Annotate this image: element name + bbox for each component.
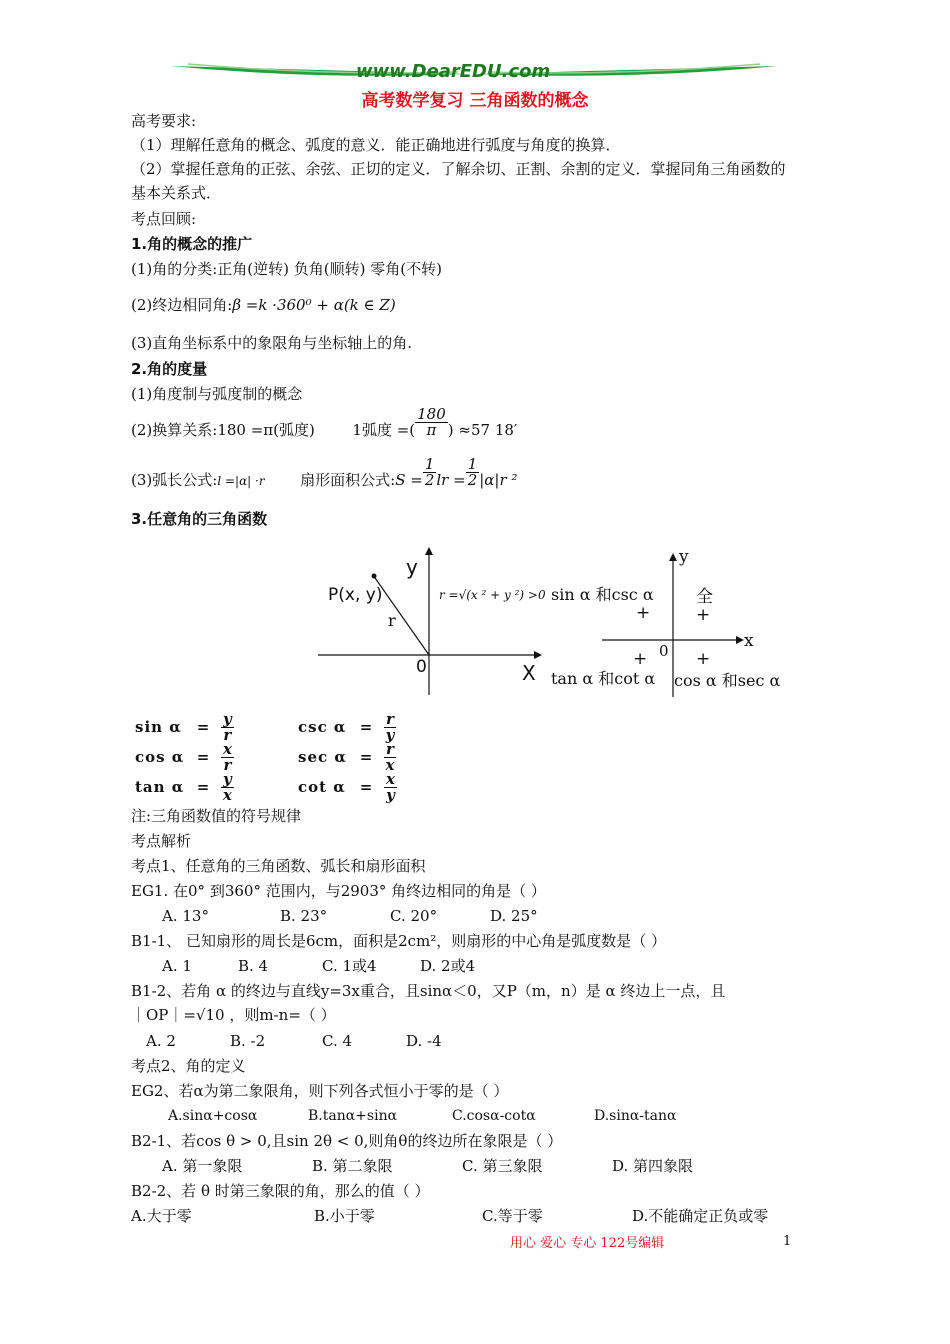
fig1-x-label: X — [522, 661, 536, 685]
radian-formula-a: 1弧度 =( — [352, 421, 416, 439]
quadrant-1-all: 全 — [696, 587, 713, 607]
b11-option-c: C. 1或4 — [322, 957, 377, 975]
requirement-1: （1）理解任意角的概念、弧度的意义．能正确地进行弧度与角度的换算． — [131, 136, 621, 154]
cos-name: cos α — [135, 747, 185, 766]
b21-options — [162, 1156, 693, 1176]
sector-area-s: S = — [395, 471, 423, 489]
section-3-title: 3.任意角的三角函数 — [131, 510, 268, 528]
fig2-origin-label: 0 — [659, 642, 669, 660]
requirement-2a: （2）掌握任意角的正弦、余弦、正切的定义．了解余切、正割、余割的定义．掌握同角三角函数的 — [131, 160, 786, 178]
def-sin: sin α = $\frac{y}{r}$ — [135, 710, 232, 744]
eg2-option-d: D.sinα-tanα — [594, 1108, 677, 1124]
csc-num: r — [386, 710, 394, 728]
b21-option-c: C. 第三象限 — [462, 1157, 543, 1175]
sec-num: r — [386, 740, 394, 758]
b22-option-b: B.小于零 — [314, 1207, 375, 1225]
eg1-option-b: B. 23° — [280, 907, 328, 925]
arc-length-label: (3)弧长公式: — [131, 471, 218, 489]
b21-option-a: A. 第一象限 — [162, 1157, 243, 1175]
half-num-2: 1 — [467, 454, 478, 473]
sin-name: sin α — [135, 717, 182, 736]
page-title: 高考数学复习 三角函数的概念 — [361, 91, 589, 111]
cot-den: y — [386, 786, 395, 804]
b11-option-d: D. 2或4 — [420, 957, 476, 975]
radian-denominator: π — [426, 420, 437, 439]
eg2-question: EG2、若α为第二象限角，则下列各式恒小于零的是（ ） — [131, 1082, 509, 1100]
site-logo-text: www.DearEDU.com — [356, 61, 551, 82]
b12-option-c: C. 4 — [322, 1032, 353, 1050]
b12-question-b: ｜OP｜=√10 ，则m-n=（ ） — [131, 1006, 336, 1024]
page-number: 1 — [783, 1234, 792, 1249]
eg1-option-a: A. 13° — [162, 907, 209, 925]
quadrant-4-functions: cos α 和sec α — [674, 671, 781, 690]
b11-option-b: B. 4 — [238, 957, 269, 975]
sec-name: sec α — [298, 747, 347, 766]
sec-den: x — [385, 756, 395, 774]
fig2-y-label: y — [679, 547, 689, 567]
tan-name: tan α — [135, 777, 185, 796]
b22-option-d: D.不能确定正负或零 — [632, 1207, 769, 1225]
section-1-title: 1.角的概念的推广 — [131, 235, 253, 253]
fig2-x-label: x — [744, 631, 754, 651]
def-cot: cot α = $\frac{x}{y}$ — [298, 770, 395, 804]
quadrant-2-functions: sin α 和csc α — [551, 585, 654, 604]
sector-area-lr: lr = — [436, 471, 466, 489]
def-sec: sec α = $\frac{r}{x}$ — [298, 740, 395, 774]
s2-line-2-label: (2)换算关系: — [131, 421, 218, 439]
s2-line-3 — [131, 454, 518, 491]
b22-options — [131, 1206, 768, 1226]
fig1-r-label: r — [388, 611, 396, 630]
b12-option-b: B. -2 — [230, 1032, 266, 1050]
b12-options — [146, 1031, 442, 1051]
requirement-2b: 基本关系式． — [131, 184, 222, 202]
topic-2-heading: 考点2、角的定义 — [131, 1057, 246, 1075]
cot-num: x — [386, 770, 395, 788]
tan-den: x — [222, 786, 232, 804]
radian-formula-b: ) ≈57 18′ — [447, 421, 518, 439]
s1-line-3: (3)直角坐标系中的象限角与坐标轴上的角. — [131, 334, 413, 352]
eg1-options — [162, 906, 538, 926]
b12-question-a: B1-2、若角 α 的终边与直线y=3x重合，且sinα＜0，又P（m，n）是 α 终边上一点，且 — [131, 982, 726, 1000]
s2-line-1: (1)角度制与弧度制的概念 — [131, 385, 303, 403]
s1-line-1: (1)角的分类:正角(逆转) 负角(顺转) 零角(不转) — [131, 260, 442, 278]
quadrant-3-plus: + — [633, 649, 648, 669]
csc-den: y — [385, 726, 395, 744]
conversion-formula: 180 =π(弧度) — [217, 421, 315, 439]
review-heading: 考点回顾: — [131, 210, 197, 228]
def-csc: csc α = $\frac{r}{y}$ — [298, 710, 395, 744]
quadrant-4-plus: + — [696, 649, 711, 669]
sin-den: r — [223, 726, 232, 744]
unit-definition-figure — [310, 545, 550, 700]
csc-name: csc α — [298, 717, 347, 736]
eg2-options — [168, 1106, 676, 1126]
figure-1-axes — [310, 545, 550, 700]
s1-line-2 — [131, 295, 396, 315]
b22-option-a: A.大于零 — [131, 1207, 192, 1225]
b22-option-c: C.等于零 — [482, 1207, 543, 1225]
s2-line-2 — [131, 404, 518, 440]
sector-area-label: 扇形面积公式: — [300, 471, 396, 489]
b11-question: B1-1、 已知扇形的周长是6cm，面积是2cm²，则扇形的中心角是弧度数是（ ） — [131, 932, 667, 950]
b12-option-a: A. 2 — [146, 1032, 176, 1050]
sin-num: y — [223, 710, 232, 728]
eg2-option-c: C.cosα-cotα — [452, 1108, 536, 1124]
def-tan: tan α = $\frac{y}{x}$ — [135, 770, 232, 804]
eg2-option-b: B.tanα+sinα — [308, 1108, 398, 1124]
fig1-point-label: P(x, y) — [328, 585, 383, 605]
b21-question: B2-1、若cos θ > 0,且sin 2θ < 0,则角θ的终边所在象限是（ ） — [131, 1132, 563, 1150]
eg1-question: EG1. 在0° 到360° 范围内，与2903° 角终边相同的角是（ ） — [131, 882, 546, 900]
topic-1-heading: 考点1、任意角的三角函数、弧长和扇形面积 — [131, 857, 426, 875]
b21-option-b: B. 第二象限 — [312, 1157, 393, 1175]
eg1-option-c: C. 20° — [390, 907, 438, 925]
radian-numerator: 180 — [417, 404, 446, 423]
section-2-title: 2.角的度量 — [131, 360, 208, 378]
s1-line-2-label: (2)终边相同角: — [131, 296, 233, 314]
b12-option-d: D. -4 — [406, 1032, 442, 1050]
fig1-r-definition: r =√(x ² + y ²) >0 — [439, 588, 546, 602]
analysis-heading: 考点解析 — [131, 832, 192, 850]
fig1-y-label: y — [406, 555, 418, 579]
b11-option-a: A. 1 — [162, 957, 192, 975]
eg2-option-a: A.sinα+cosα — [168, 1108, 258, 1124]
def-cos: cos α = $\frac{x}{r}$ — [135, 740, 232, 774]
tan-num: y — [223, 770, 232, 788]
coterminal-formula: β =k ·360⁰ + α(k ∈ Z) — [232, 296, 396, 314]
requirements-heading: 高考要求: — [131, 112, 197, 130]
quadrant-2-plus: + — [636, 603, 651, 623]
arc-length-formula: l =|α| ·r — [217, 474, 265, 488]
sector-area-alpha: |α|r ² — [479, 471, 518, 489]
sign-rule-note: 注:三角函数值的符号规律 — [131, 807, 302, 825]
sign-rule-figure — [548, 545, 808, 705]
quadrant-1-plus: + — [696, 605, 711, 625]
cot-name: cot α — [298, 777, 346, 796]
b22-question: B2-2、若 θ 时第三象限的角，那么的值（ ） — [131, 1182, 430, 1200]
quadrant-3-functions: tan α 和cot α — [551, 669, 656, 688]
eg1-option-d: D. 25° — [490, 907, 538, 925]
half-num-1: 1 — [424, 454, 435, 473]
footer-text: 用心 爱心 专心 122号编辑 — [510, 1236, 665, 1251]
half-den-1: 2 — [424, 470, 435, 489]
cos-num: x — [223, 740, 232, 758]
cos-den: r — [223, 756, 232, 774]
fig1-origin-label: 0 — [416, 657, 427, 677]
half-den-2: 2 — [467, 470, 478, 489]
b21-option-d: D. 第四象限 — [612, 1157, 694, 1175]
b11-options — [162, 956, 475, 976]
